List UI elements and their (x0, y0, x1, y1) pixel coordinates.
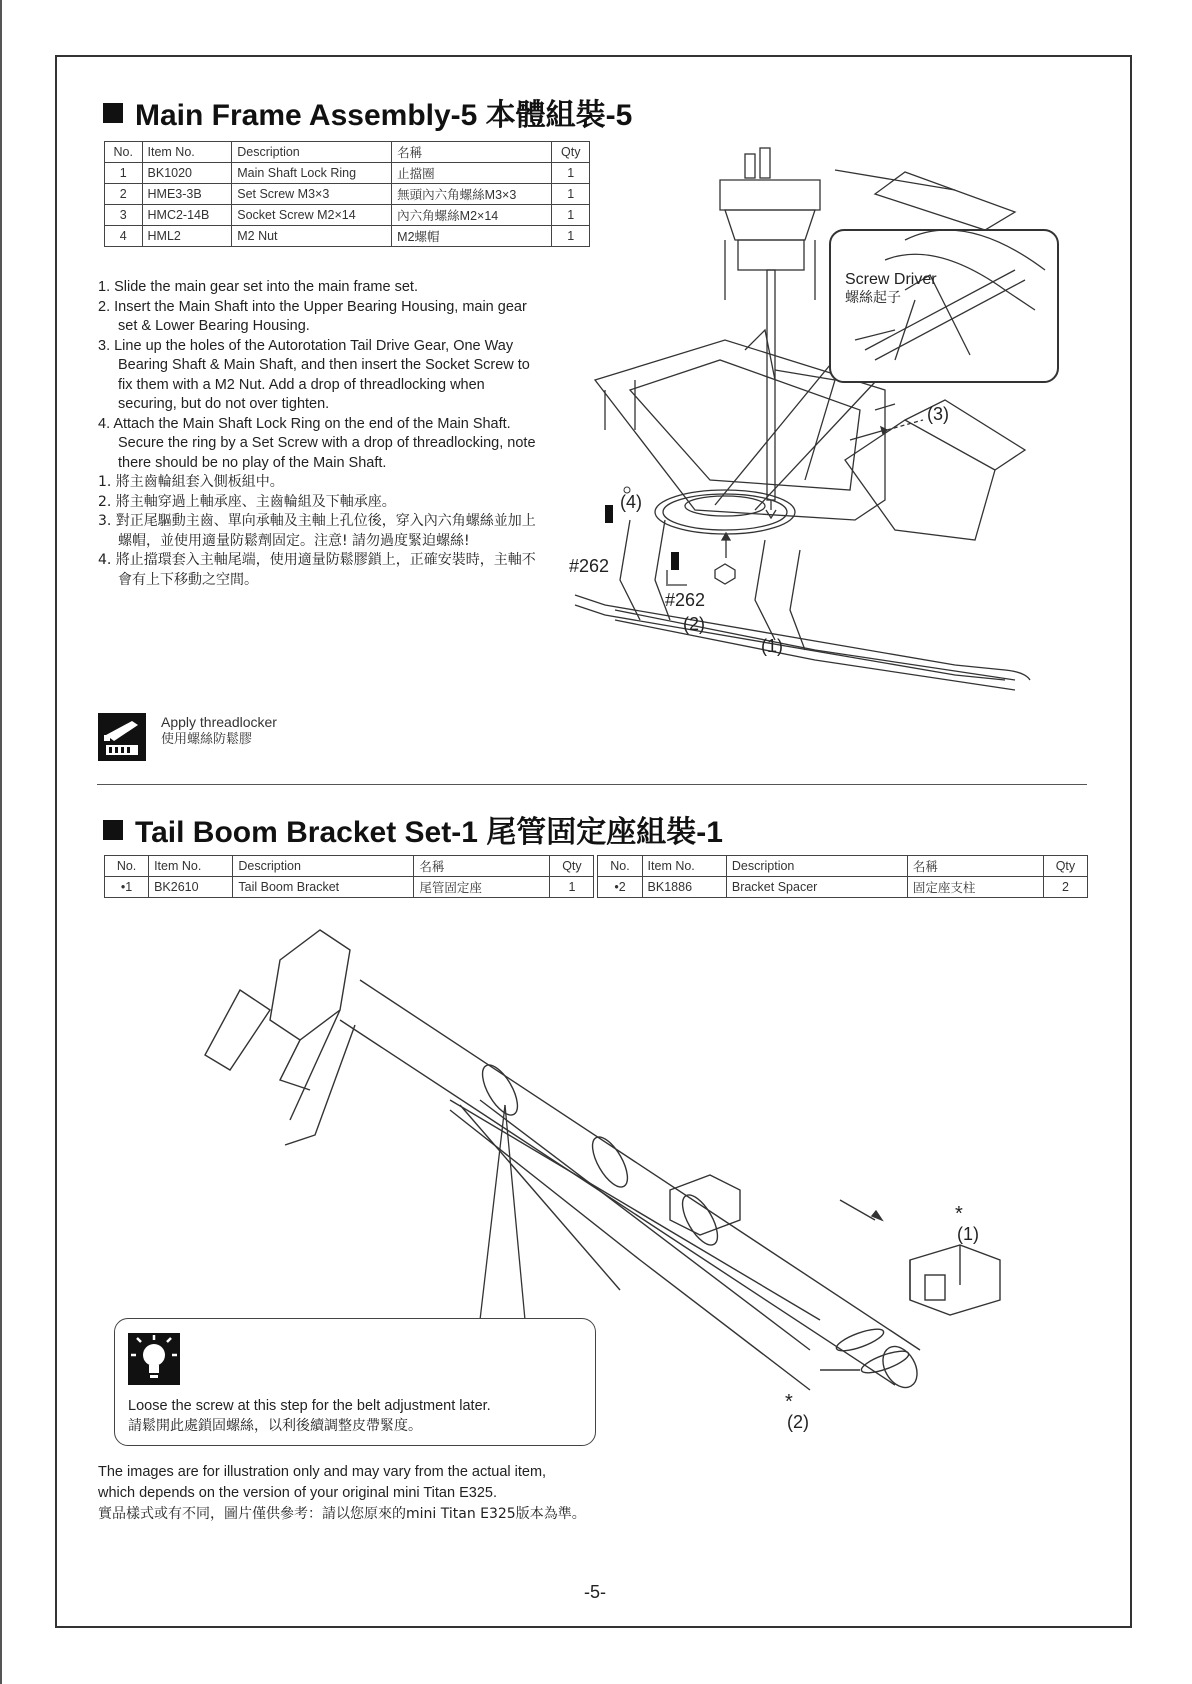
section-title-main-frame: Main Frame Assembly-5 本體組裝-5 (103, 90, 632, 134)
table-header: No. Item No. Description 名稱 Qty No. Item No. Description 名稱 Qty (105, 856, 1088, 877)
label-262-b: #262 (665, 590, 706, 610)
light-bulb-icon (128, 1333, 180, 1385)
callout-text: Loose the screw at this step for the belt adjustment later. 請鬆開此處鎖固螺絲，以利後續調整皮帶緊度。 (128, 1398, 491, 1434)
callout-pointer (470, 1105, 530, 1325)
parts-table-tail-boom (104, 855, 1088, 898)
disclaimer-footnote: The images are for illustration only and may vary from the actual item, which depends on the version of your original mini Titan E325. 實品樣式或有不同，圖片僅供參考：請以您原來的mini Titan E325版本為準。 (98, 1464, 586, 1522)
section-divider (97, 784, 1087, 785)
threadlocker-icon (98, 713, 146, 761)
parts-table-main-frame (104, 141, 590, 247)
label-part-2: (2) (683, 614, 705, 634)
step-en-1: 1. Slide the main gear set into the main frame set. (98, 279, 418, 295)
table-row: 2 HME3-3B Set Screw M3×3 無頭內六角螺絲M3×3 1 (105, 184, 590, 205)
label-262-a: #262 (569, 556, 610, 576)
label-bracket-1: (1) (957, 1224, 979, 1244)
label-part-3: (3) (927, 404, 949, 424)
step-en-2: 2. Insert the Main Shaft into the Upper Bearing Housing, main gear set & Lower Bearing Housing. (98, 298, 527, 334)
step-zh-3: 3. 對正尾驅動主齒、單向承軸及主軸上孔位後，穿入內六角螺絲並加上螺帽，並使用適量防鬆劑固定。注意! 請勿過度緊迫螺絲! (98, 513, 536, 549)
label-star-1: * (955, 1203, 963, 1225)
label-star-2: * (785, 1391, 793, 1413)
square-bullet-icon (103, 820, 123, 840)
square-bullet-icon (103, 103, 123, 123)
table-row: 4 HML2 M2 Nut M2螺帽 1 (105, 226, 590, 247)
label-part-1: (1) (761, 636, 783, 656)
main-frame-diagram (569, 140, 1095, 720)
table-row: 3 HMC2-14B Socket Screw M2×14 內六角螺絲M2×14 1 (105, 205, 590, 226)
table-row: •1 BK2610 Tail Boom Bracket 尾管固定座 1 •2 BK1886 Bracket Spacer 固定座支柱 2 (105, 877, 1088, 898)
page-number: -5- (584, 1582, 606, 1602)
step-zh-2: 2. 將主軸穿過上軸承座、主齒輪組及下軸承座。 (98, 493, 396, 510)
step-en-3: 3. Line up the holes of the Autorotation Tail Drive Gear, One Way Bearing Shaft & Main Shaft, and then insert the Socket Screw to fix them with a M2 Nut. Add a drop of threadlocking when securing, but do not over tighten. (98, 337, 530, 412)
table-row: 1 BK1020 Main Shaft Lock Ring 止擋圈 1 (105, 163, 590, 184)
label-screw-driver-en: Screw Driver (845, 271, 937, 288)
assembly-steps (98, 278, 538, 590)
threadlocker-note: Apply threadlocker 使用螺絲防鬆膠 (161, 714, 277, 747)
step-zh-4: 4. 將止擋環套入主軸尾端，使用適量防鬆膠鎖上，正確安裝時，主軸不會有上下移動之空間。 (98, 552, 536, 588)
step-zh-1: 1. 將主齒輪組套入側板組中。 (98, 474, 284, 490)
page-left-edge (0, 0, 2, 1684)
belt-adjustment-callout (114, 1318, 596, 1446)
step-en-4: 4. Attach the Main Shaft Lock Ring on the end of the Main Shaft. Secure the ring by a Set Screw with a drop of threadlocking, note there should be no play of the Main Shaft. (98, 415, 536, 471)
label-spacer-2: (2) (787, 1412, 809, 1432)
label-screw-driver-zh: 螺絲起子 (845, 290, 901, 306)
section-title-tail-boom: Tail Boom Bracket Set-1 尾管固定座組裝-1 (103, 807, 723, 851)
table-header: No. Item No. Description 名稱 Qty (105, 142, 590, 163)
label-part-4: (4) (620, 492, 642, 512)
